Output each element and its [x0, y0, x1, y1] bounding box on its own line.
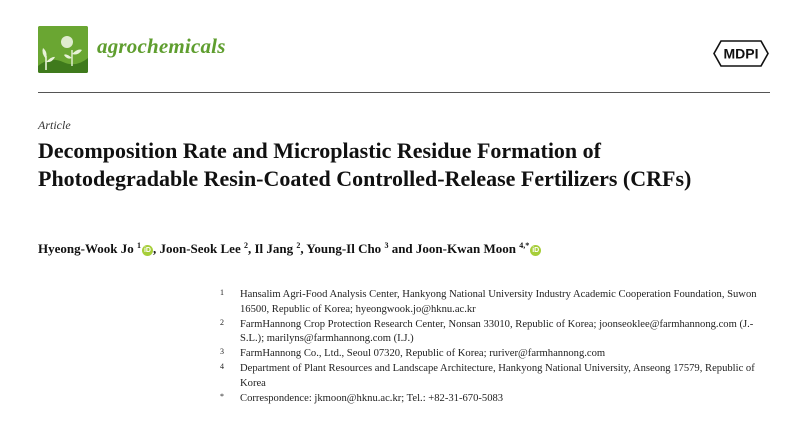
- article-type: Article: [38, 118, 71, 132]
- journal-name: agrochemicals: [97, 34, 226, 58]
- affiliation-item: 2 FarmHannong Crop Protection Research Center, Nonsan 33010, Republic of Korea; joonseoklee@farmhannong.com (J.-S.L.); marilyns@farmhannong.com (I.J.): [220, 317, 754, 345]
- orcid-icon[interactable]: iD: [143, 247, 151, 254]
- author: Hyeong-Wook Jo $^1$iD ,: [38, 241, 160, 256]
- affiliation-item: 4 Department of Plant Resources and Landscape Architecture, Hankyong National University, Anseong 17579, Republic of Korea: [220, 361, 755, 389]
- publisher-name: MDPI: [723, 45, 759, 62]
- author: Joon-Kwan Moon $^{4,*}$iD: [415, 241, 540, 256]
- article-title: Decomposition Rate and Microplastic Residue Formation of Photodegradable Resin-Coated Controlled-Release Fertilizers (CRFs): [38, 138, 692, 191]
- author: Young-Il Cho $^3$ and: [306, 241, 416, 256]
- journal-logo-icon: [38, 26, 88, 73]
- orcid-icon[interactable]: iD: [532, 247, 540, 254]
- correspondence-item: * Correspondence: jkmoon@hknu.ac.kr; Tel.: +82-31-670-5083: [220, 391, 504, 404]
- header-divider: [38, 92, 770, 93]
- author: Joon-Seok Lee $^2$,: [159, 241, 255, 256]
- affiliation-list: [218, 288, 758, 406]
- affiliation-item: 3 FarmHannong Co., Ltd., Seoul 07320, Republic of Korea; ruriver@farmhannong.com: [220, 347, 606, 360]
- author-list: [38, 241, 541, 257]
- author: Il Jang $^2$,: [254, 241, 307, 256]
- publisher-logo: [712, 38, 770, 69]
- affiliation-item: 1 Hansalim Agri-Food Analysis Center, Hankyong National University Industry Academic Cooperation Foundation, Suwon 16500, Republic of Korea; hyeongwook.jo@hknu.ac.kr: [220, 288, 757, 315]
